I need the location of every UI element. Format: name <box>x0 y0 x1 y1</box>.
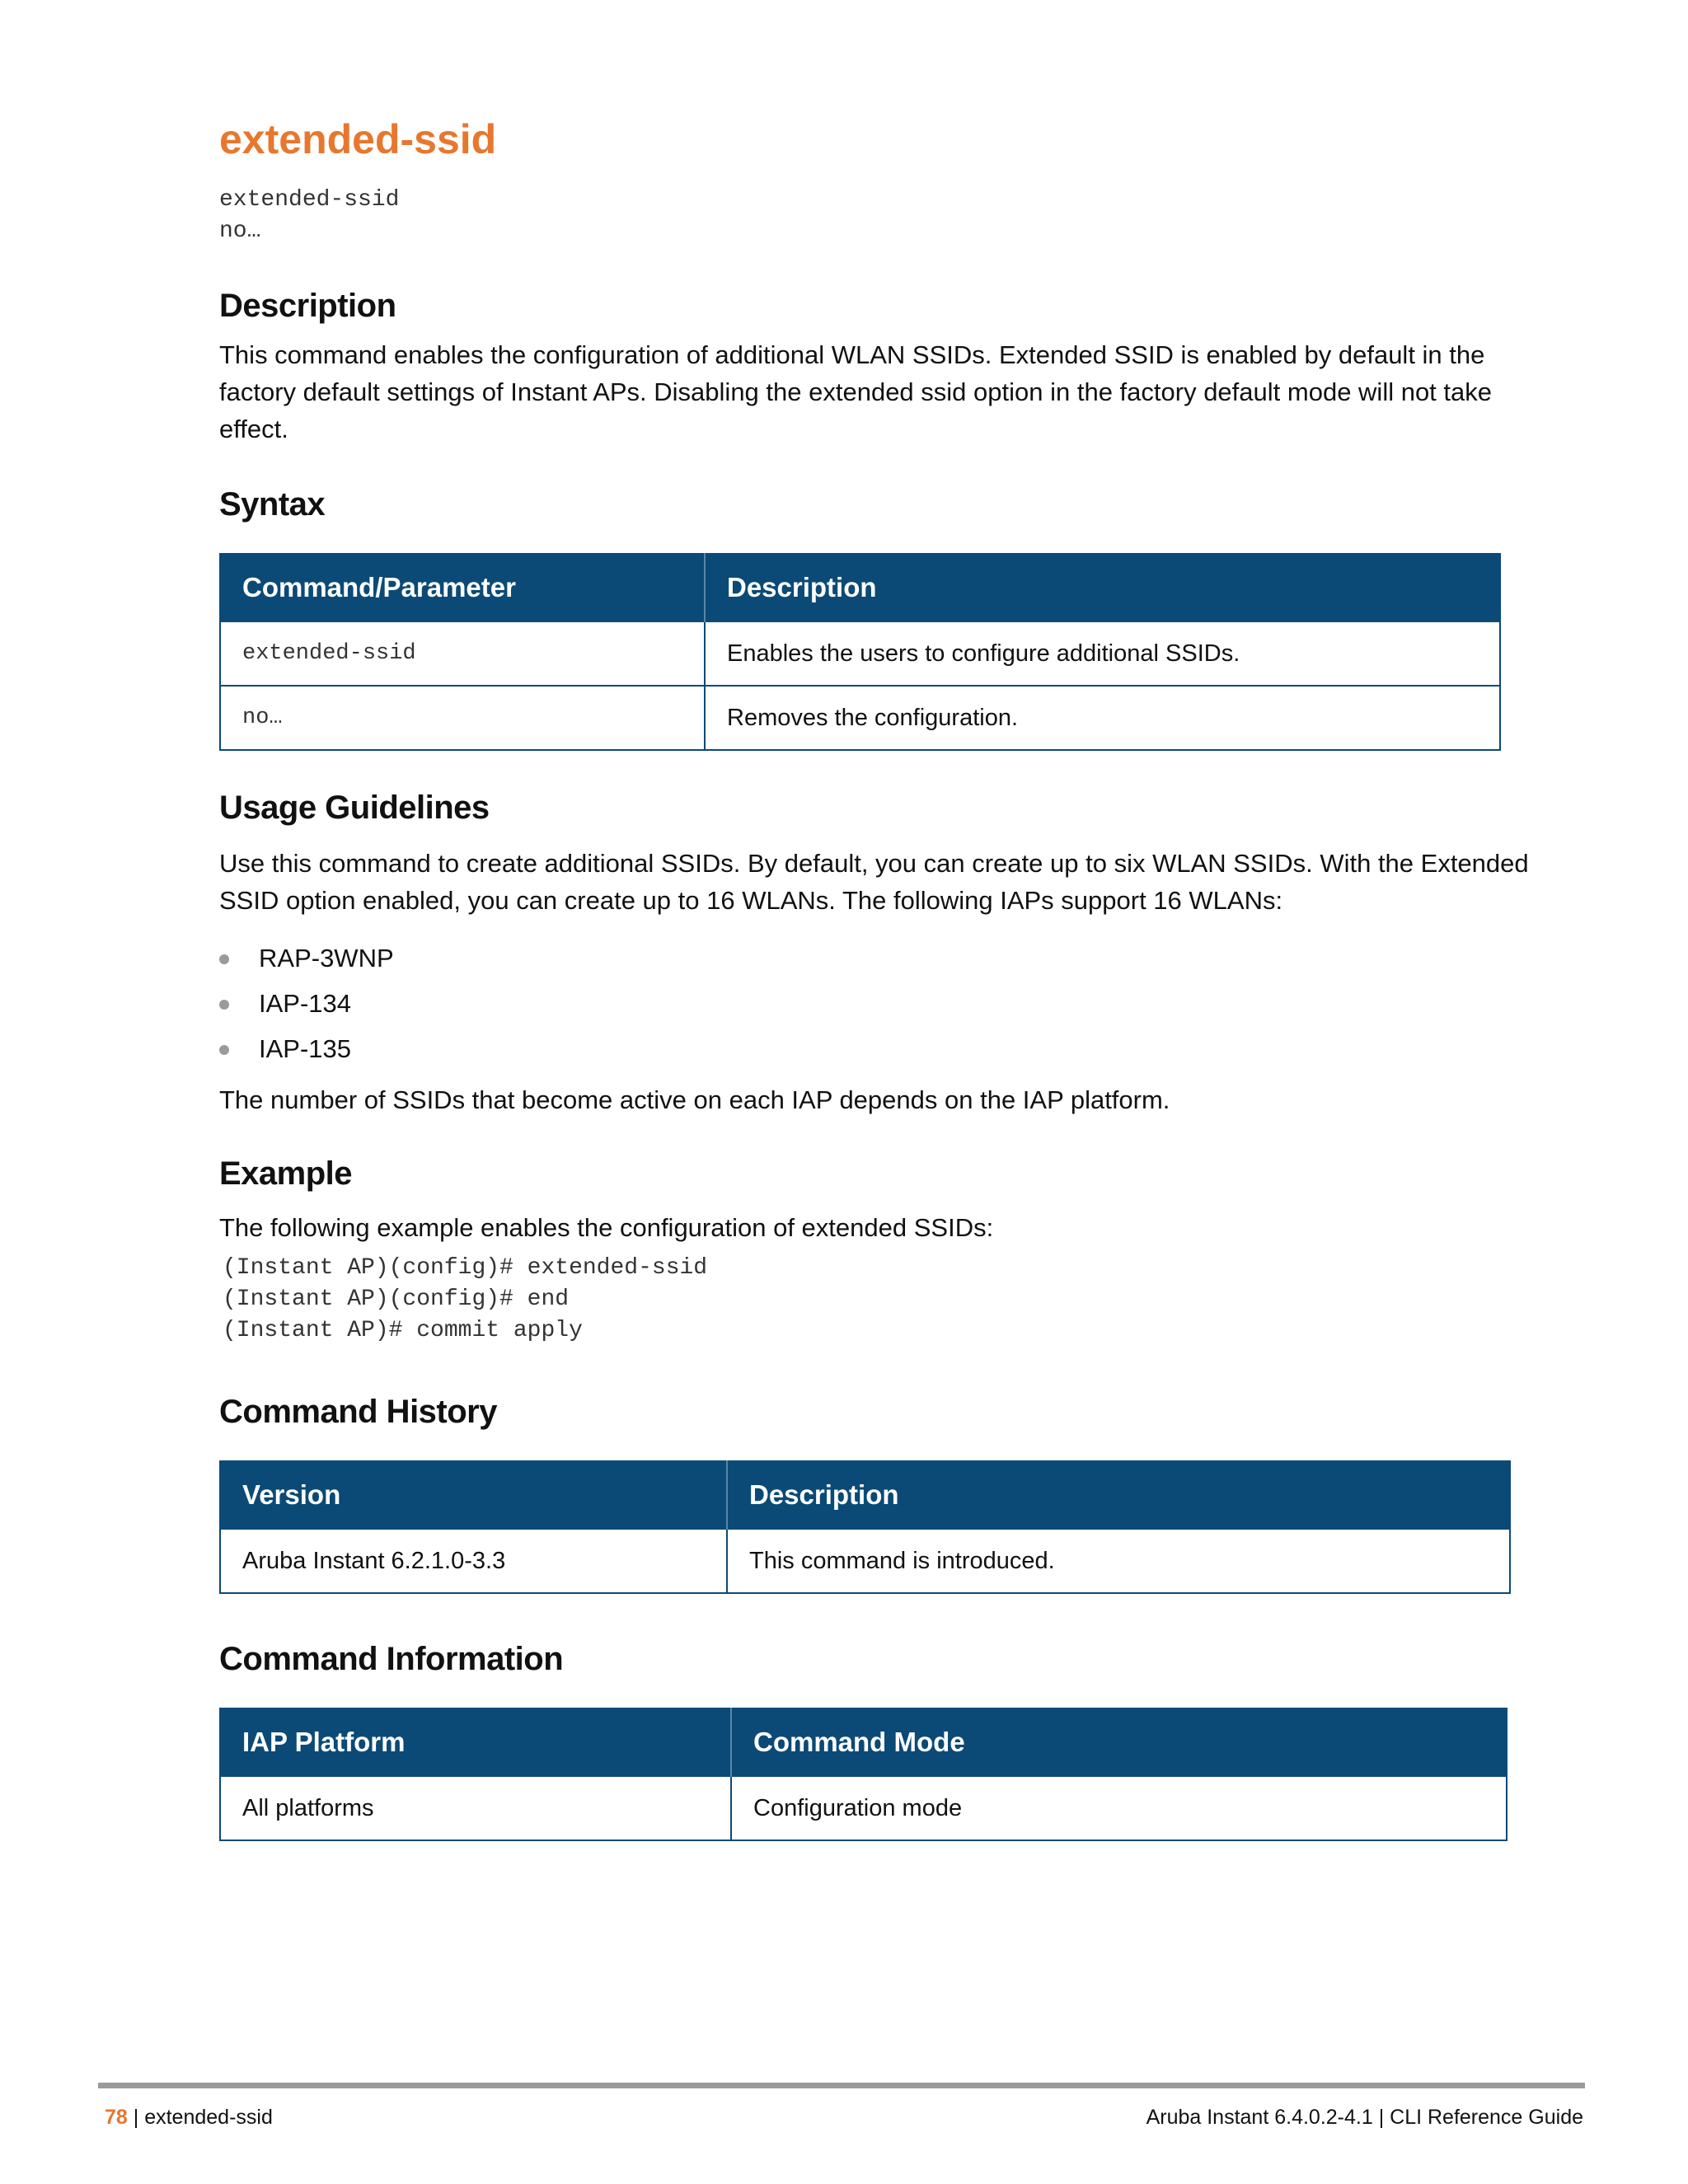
example-section <box>219 1153 1554 1347</box>
history-section <box>219 1391 1554 1594</box>
bullet-icon <box>219 954 229 964</box>
list-item <box>219 935 1554 981</box>
bullet-icon <box>219 1000 229 1010</box>
column-header: Command Mode <box>731 1708 1507 1776</box>
history-heading: Command History <box>219 1394 497 1430</box>
info-section <box>219 1638 1554 1841</box>
list-item-label: IAP-134 <box>259 989 352 1018</box>
usage-note: The number of SSIDs that become active on each IAP depends on the IAP platform. <box>219 1085 1170 1114</box>
synopsis-line: extended-ssid <box>219 187 400 213</box>
footer-section: extended-ssid <box>144 2106 273 2129</box>
syntax-section <box>219 484 1554 751</box>
code-line: (Instant AP)# commit apply <box>223 1318 583 1343</box>
description-heading: Description <box>219 288 396 324</box>
mode-cell: Configuration mode <box>731 1776 1507 1840</box>
list-item <box>219 981 1554 1026</box>
page-number: 78 <box>105 2106 128 2129</box>
page-content <box>219 115 1554 1841</box>
usage-text: Use this command to create additional SSIDs. By default, you can create up to six WLAN SSIDs. With the Extended SSID option enabled, you can create up to 16 WLANs. The following IAPs support 16 WLANs: <box>219 849 1529 915</box>
code-line: (Instant AP)(config)# end <box>223 1286 570 1312</box>
syntax-table <box>219 553 1501 751</box>
bullet-icon <box>219 1045 229 1055</box>
table-header-row <box>220 554 1500 621</box>
info-table <box>219 1708 1507 1841</box>
desc-cell: Removes the configuration. <box>705 686 1500 750</box>
table-row <box>220 1529 1510 1593</box>
command-synopsis <box>219 185 1554 247</box>
column-header: Version <box>220 1461 727 1529</box>
command-title: extended-ssid <box>219 116 497 162</box>
column-header: Description <box>727 1461 1510 1529</box>
table-row <box>220 686 1500 750</box>
info-heading: Command Information <box>219 1641 564 1677</box>
syntax-heading: Syntax <box>219 486 326 523</box>
usage-heading: Usage Guidelines <box>219 790 490 826</box>
history-table <box>219 1460 1511 1594</box>
list-item <box>219 1026 1554 1071</box>
footer-rule <box>98 2083 1585 2088</box>
table-row <box>220 621 1500 686</box>
table-header-row <box>220 1708 1507 1776</box>
footer-left <box>105 2104 273 2130</box>
footer-separator: | <box>127 2106 145 2129</box>
desc-cell: Enables the users to configure additional SSIDs. <box>705 621 1500 686</box>
synopsis-line: no… <box>219 218 261 244</box>
table-row <box>220 1776 1507 1840</box>
code-line: (Instant AP)(config)# extended-ssid <box>223 1255 708 1281</box>
example-heading: Example <box>219 1155 353 1192</box>
usage-section <box>219 787 1554 1118</box>
column-header: IAP Platform <box>220 1708 731 1776</box>
example-code <box>223 1253 1554 1347</box>
example-text: The following example enables the configuration of extended SSIDs: <box>219 1213 994 1242</box>
param-cell: no… <box>220 686 705 750</box>
list-item-label: RAP-3WNP <box>259 944 394 972</box>
platform-cell: All platforms <box>220 1776 731 1840</box>
version-cell: Aruba Instant 6.2.1.0-3.3 <box>220 1529 727 1593</box>
iap-list <box>219 935 1554 1071</box>
column-header: Command/Parameter <box>220 554 705 621</box>
list-item-label: IAP-135 <box>259 1034 352 1063</box>
desc-cell: This command is introduced. <box>727 1529 1510 1593</box>
footer-guide-title: Aruba Instant 6.4.0.2-4.1 | CLI Reference Guide <box>1146 2106 1583 2129</box>
column-header: Description <box>705 554 1500 621</box>
param-cell: extended-ssid <box>220 621 705 686</box>
table-header-row <box>220 1461 1510 1529</box>
description-section <box>219 285 1554 448</box>
description-text: This command enables the configuration of additional WLAN SSIDs. Extended SSID is enabled by default in the factory default settings of Instant APs. Disabling the extended ssid option in the factory default mode will not take effect. <box>219 340 1493 443</box>
